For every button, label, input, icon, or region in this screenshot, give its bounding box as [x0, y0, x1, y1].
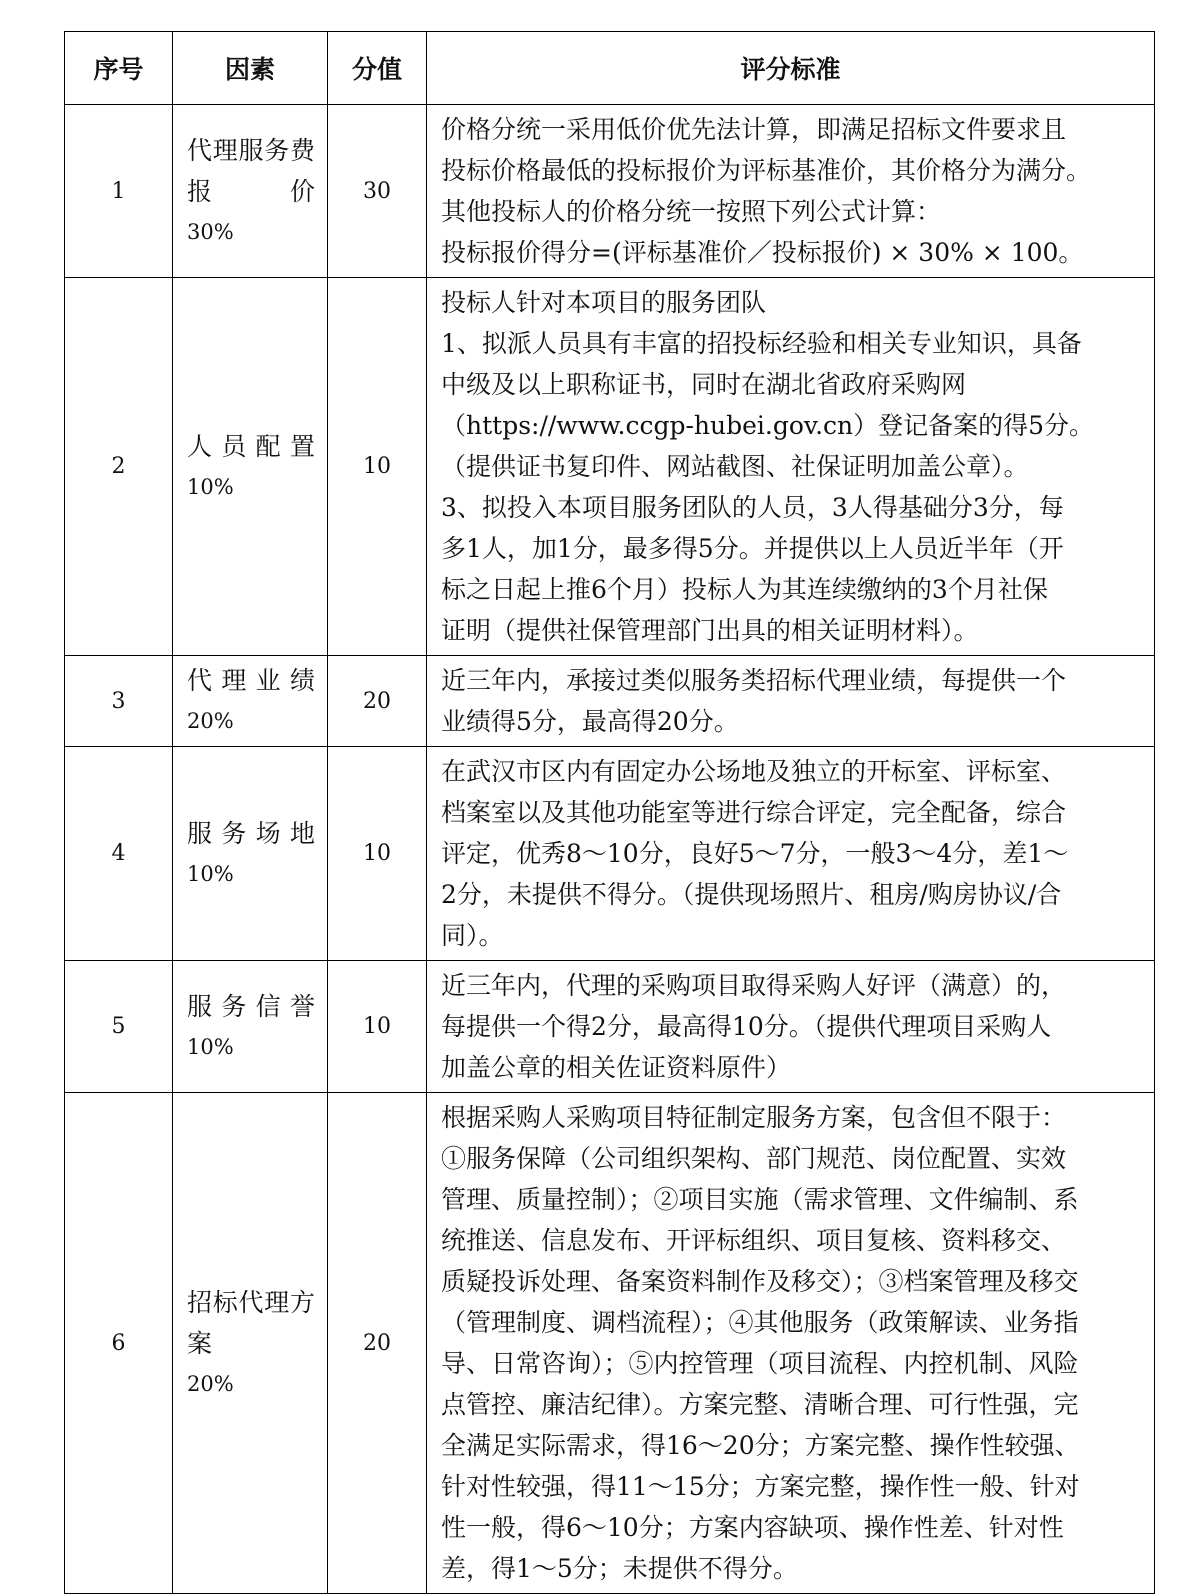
table-row	[65, 656, 1155, 747]
criteria-line: 中级及以上职称证书，同时在湖北省政府采购网	[441, 370, 967, 399]
score-value: 20	[328, 1093, 427, 1594]
criteria-line: 2分，未提供不得分。（提供现场照片、租房/购房协议/合	[441, 880, 1062, 909]
criteria-cell	[427, 747, 1155, 961]
criteria-line: （https://www.ccgp-hubei.gov.cn）登记备案的得5分。	[441, 411, 1095, 440]
criteria-cell	[427, 278, 1155, 656]
criteria-line: 统推送、信息发布、开评标组织、项目复核、资料移交、	[441, 1226, 1067, 1255]
criteria-line: 同）。	[441, 921, 504, 950]
criteria-cell	[427, 105, 1155, 278]
criteria-line: 档案室以及其他功能室等进行综合评定，完全配备，综合	[441, 798, 1067, 827]
score-value: 20	[328, 656, 427, 747]
table-row	[65, 105, 1155, 278]
criteria-line: 多1人，加1分，最多得5分。并提供以上人员近半年（开	[441, 534, 1064, 563]
criteria-line: 业绩得5分，最高得20分。	[441, 707, 739, 736]
row-number: 4	[65, 747, 173, 961]
criteria-line: 1、拟派人员具有丰富的招投标经验和相关专业知识，具备	[441, 329, 1082, 358]
row-number: 3	[65, 656, 173, 747]
factor-weight: 10%	[187, 474, 234, 499]
criteria-line: 质疑投诉处理、备案资料制作及移交）；③档案管理及移交	[441, 1267, 1079, 1296]
criteria-line: 针对性较强，得11～15分；方案完整，操作性一般、针对	[441, 1472, 1080, 1501]
criteria-line: 性一般，得6～10分；方案内容缺项、操作性差、针对性	[441, 1513, 1064, 1542]
factor-cell	[173, 1093, 328, 1594]
table-header-row	[65, 32, 1155, 105]
criteria-cell	[427, 656, 1155, 747]
criteria-line: 标之日起上推6个月）投标人为其连续缴纳的3个月社保	[441, 575, 1048, 604]
factor-name: 人员配置	[187, 431, 315, 461]
score-value: 30	[328, 105, 427, 278]
criteria-line: 价格分统一采用低价优先法计算，即满足招标文件要求且	[441, 115, 1067, 144]
factor-weight: 20%	[187, 1371, 234, 1396]
header-factor: 因素	[173, 32, 328, 105]
factor-weight: 20%	[187, 709, 234, 733]
criteria-cell	[427, 1093, 1155, 1594]
scoring-table	[64, 31, 1155, 1594]
criteria-line: （管理制度、调档流程）；④其他服务（政策解读、业务指	[441, 1308, 1079, 1337]
criteria-line: 评定，优秀8～10分，良好5～7分，一般3～4分，差1～	[441, 839, 1069, 868]
criteria-line: 根据采购人采购项目特征制定服务方案，包含但不限于：	[441, 1103, 1067, 1132]
table-row	[65, 961, 1155, 1093]
score-value: 10	[328, 961, 427, 1093]
criteria-line: 导、日常咨询）；⑤内控管理（项目流程、内控机制、风险	[441, 1349, 1079, 1378]
factor-weight: 10%	[187, 1034, 234, 1059]
criteria-cell	[427, 961, 1155, 1093]
criteria-line: 点管控、廉洁纪律）。方案完整、清晰合理、可行性强，完	[441, 1390, 1079, 1419]
table-row	[65, 747, 1155, 961]
criteria-line: 投标报价得分=(评标基准价／投标报价) × 30% × 100。	[441, 238, 1084, 267]
criteria-line: 投标价格最低的投标报价为评标基准价，其价格分为满分。	[441, 156, 1092, 185]
header-criteria: 评分标准	[427, 32, 1155, 105]
factor-name: 服务信誉	[187, 991, 315, 1021]
score-value: 10	[328, 747, 427, 961]
criteria-line: 差，得1～5分；未提供不得分。	[441, 1554, 798, 1583]
row-number: 6	[65, 1093, 173, 1594]
table-row	[65, 278, 1155, 656]
criteria-line: 在武汉市区内有固定办公场地及独立的开标室、评标室、	[441, 757, 1067, 786]
factor-cell	[173, 656, 328, 747]
criteria-line: 近三年内，代理的采购项目取得采购人好评（满意）的，	[441, 971, 1067, 1000]
factor-name: 服务场地	[187, 818, 315, 848]
criteria-line: 证明（提供社保管理部门出具的相关证明材料）。	[441, 616, 979, 645]
row-number: 1	[65, 105, 173, 278]
factor-weight: 10%	[187, 861, 234, 886]
criteria-line: （提供证书复印件、网站截图、社保证明加盖公章）。	[441, 452, 1029, 481]
criteria-line: 投标人针对本项目的服务团队	[441, 288, 767, 317]
factor-cell	[173, 747, 328, 961]
criteria-line: ①服务保障（公司组织架构、部门规范、岗位配置、实效	[441, 1144, 1067, 1173]
row-number: 5	[65, 961, 173, 1093]
header-score: 分值	[328, 32, 427, 105]
table-row	[65, 1093, 1155, 1594]
criteria-line: 管理、质量控制）；②项目实施（需求管理、文件编制、系	[441, 1185, 1079, 1214]
criteria-line: 其他投标人的价格分统一按照下列公式计算：	[441, 197, 942, 226]
factor-name: 招标代理方案	[187, 1287, 315, 1358]
criteria-line: 3、拟投入本项目服务团队的人员，3人得基础分3分，每	[441, 493, 1064, 522]
criteria-line: 近三年内，承接过类似服务类招标代理业绩，每提供一个	[441, 666, 1067, 695]
criteria-line: 全满足实际需求，得16～20分；方案完整、操作性较强、	[441, 1431, 1080, 1460]
score-value: 10	[328, 278, 427, 656]
row-number: 2	[65, 278, 173, 656]
factor-cell	[173, 278, 328, 656]
factor-cell	[173, 961, 328, 1093]
factor-cell	[173, 105, 328, 278]
factor-name: 代理业绩	[187, 666, 315, 695]
header-num: 序号	[65, 32, 173, 105]
factor-weight: 30%	[187, 219, 234, 244]
criteria-line: 每提供一个得2分，最高得10分。（提供代理项目采购人	[441, 1012, 1052, 1041]
criteria-line: 加盖公章的相关佐证资料原件）	[441, 1053, 792, 1082]
factor-name: 代理服务费报价	[187, 135, 315, 206]
